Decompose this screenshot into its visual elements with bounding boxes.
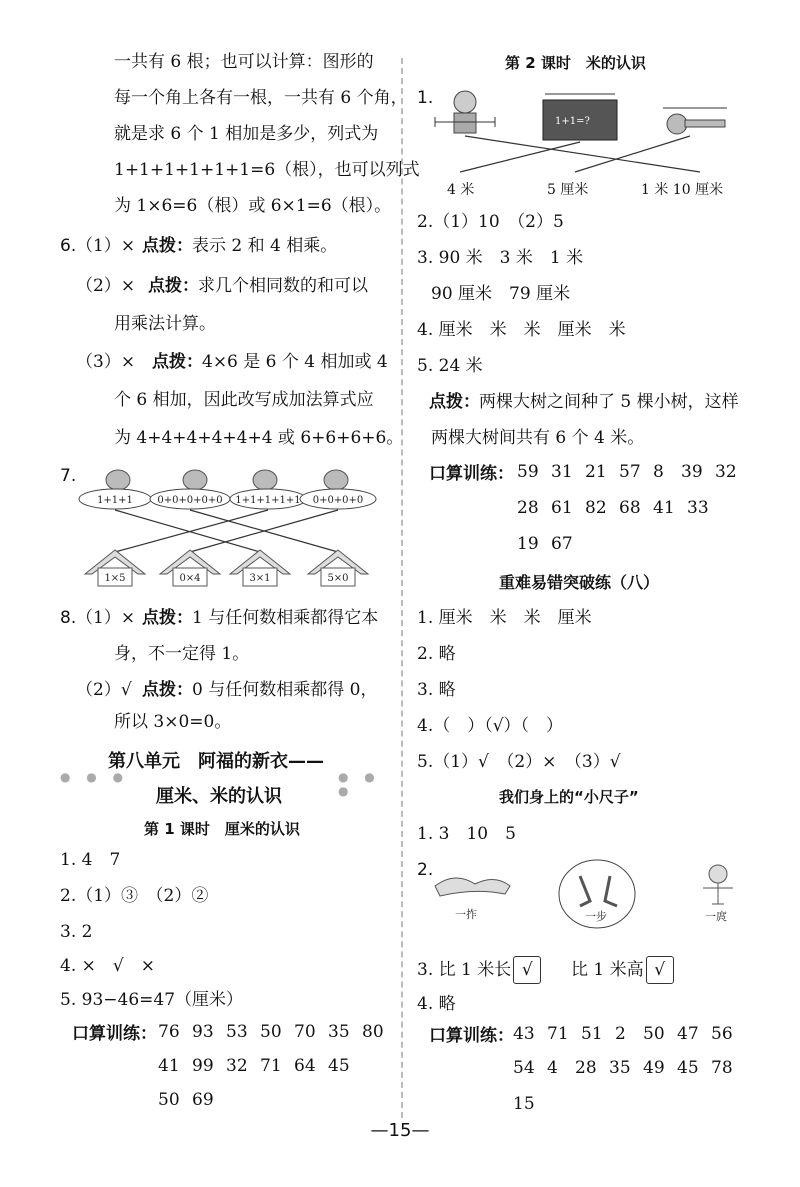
matching-diagram bbox=[70, 462, 390, 592]
answer-line: 1. 3 10 5 bbox=[417, 824, 516, 844]
oral-row bbox=[517, 498, 717, 518]
unit-subtitle: 厘米、米的认识 bbox=[156, 786, 282, 807]
answer-line: 5. 93−46=47（厘米） bbox=[60, 990, 244, 1010]
compare-text: 3. 比 1 米长 bbox=[417, 960, 512, 980]
top-label: 0+0+0+0 bbox=[312, 495, 364, 506]
oral-answer: 99 bbox=[192, 1056, 214, 1076]
decoration-dots: ● ● ● bbox=[60, 770, 130, 784]
oral-answer: 49 bbox=[643, 1058, 665, 1078]
page-number: —15— bbox=[370, 1120, 430, 1141]
oral-row bbox=[517, 462, 745, 482]
blackboard-icon bbox=[543, 94, 617, 140]
oral-answer: 32 bbox=[715, 462, 737, 482]
answer-line: 4.（ ）（√）（ ） bbox=[417, 716, 564, 736]
body-ruler-images bbox=[425, 856, 745, 936]
hand-span-icon bbox=[435, 878, 510, 921]
oral-answer: 50 bbox=[260, 1022, 282, 1042]
check-box: √ bbox=[513, 956, 541, 984]
oral-answer: 78 bbox=[711, 1058, 733, 1078]
oral-row bbox=[513, 1094, 547, 1114]
oral-row bbox=[513, 1058, 741, 1078]
tip-label: 点拨： bbox=[142, 680, 193, 700]
oral-row bbox=[158, 1022, 392, 1042]
oral-answer: 82 bbox=[585, 498, 607, 518]
bird-icon bbox=[106, 470, 130, 490]
column-divider bbox=[401, 58, 403, 1118]
question-number: 2. bbox=[417, 860, 434, 880]
answer-line: 90 厘米 79 厘米 bbox=[431, 284, 571, 304]
text-line: 一共有 6 根；也可以计算：图形的 bbox=[114, 52, 374, 72]
oral-answer: 71 bbox=[547, 1024, 569, 1044]
oral-answer: 53 bbox=[226, 1022, 248, 1042]
answer-line: 4. × √ × bbox=[60, 956, 155, 976]
question-number: 8. bbox=[60, 608, 77, 628]
boy-ruler-icon bbox=[435, 91, 495, 133]
oral-answer: 71 bbox=[260, 1056, 282, 1076]
oral-training-label: 口算训练： bbox=[429, 1026, 514, 1046]
matching-diagram-length bbox=[415, 84, 745, 204]
oral-answer: 69 bbox=[192, 1090, 214, 1110]
board-text: 1+1=? bbox=[555, 116, 590, 127]
oral-answer: 61 bbox=[551, 498, 573, 518]
oral-answer: 21 bbox=[585, 462, 607, 482]
decoration-dots: ● ● ● bbox=[338, 770, 381, 798]
oral-answer: 15 bbox=[513, 1094, 535, 1114]
tip-label: 点拨： bbox=[429, 392, 480, 412]
oral-answer: 39 bbox=[681, 462, 703, 482]
match-line bbox=[575, 136, 690, 172]
oral-answer: 64 bbox=[294, 1056, 316, 1076]
oral-answer: 45 bbox=[328, 1056, 350, 1076]
question-number: 1. bbox=[417, 88, 434, 108]
oral-answer: 47 bbox=[677, 1024, 699, 1044]
arm-span-girl-icon bbox=[703, 865, 733, 923]
oral-training-label: 口算训练： bbox=[429, 464, 514, 484]
top-label: 1+1+1+1+1 bbox=[235, 495, 301, 506]
question-number: 7. bbox=[60, 466, 77, 486]
tip-text: 1 与任何数相乘都得它本 bbox=[192, 608, 379, 628]
oral-answer: 76 bbox=[158, 1022, 180, 1042]
oral-answer: 35 bbox=[328, 1022, 350, 1042]
oral-answer: 50 bbox=[643, 1024, 665, 1044]
oral-answer: 70 bbox=[294, 1022, 316, 1042]
answer-line bbox=[417, 956, 541, 984]
bottom-label: 0×4 bbox=[179, 573, 201, 584]
oral-answer: 80 bbox=[362, 1022, 384, 1042]
tip-text: 用乘法计算。 bbox=[114, 314, 216, 334]
img-label: 一拃 bbox=[455, 908, 477, 921]
tip-label: 点拨： bbox=[148, 276, 199, 296]
step-icon bbox=[559, 860, 635, 928]
tip-text: 两棵大树之间种了 5 棵小树，这样 bbox=[479, 392, 739, 412]
text-line: 每一个角上各有一根，一共有 6 个角， bbox=[114, 88, 408, 108]
top-label: 0+0+0+0+0 bbox=[157, 495, 223, 506]
oral-answer: 28 bbox=[517, 498, 539, 518]
answer-line: 3. 2 bbox=[60, 922, 93, 942]
length-label: 1 米 10 厘米 bbox=[641, 182, 724, 198]
img-label: 一步 bbox=[585, 910, 607, 923]
tip-text: 4×6 是 6 个 4 相加或 4 bbox=[202, 352, 388, 372]
bottom-label: 5×0 bbox=[327, 573, 349, 584]
tip-text: 表示 2 和 4 相乘。 bbox=[192, 236, 338, 256]
oral-answer: 57 bbox=[619, 462, 641, 482]
oral-answer: 32 bbox=[226, 1056, 248, 1076]
check-box: √ bbox=[646, 956, 674, 984]
bird-icon bbox=[253, 470, 277, 490]
unit-title: 第八单元 阿福的新衣—— bbox=[108, 751, 324, 772]
compare-text: 比 1 米高 bbox=[571, 960, 644, 980]
answer-line: 2.（1）10 （2）5 bbox=[417, 212, 564, 232]
oral-answer: 59 bbox=[517, 462, 539, 482]
tip-text: 0 与任何数相乘都得 0， bbox=[192, 680, 378, 700]
answer-line: 2. 略 bbox=[417, 644, 456, 664]
oral-answer: 19 bbox=[517, 534, 539, 554]
tip-text: 求几个相同数的和可以 bbox=[198, 276, 368, 296]
tip-text: 所以 3×0=0。 bbox=[114, 712, 232, 732]
oral-answer: 67 bbox=[551, 534, 573, 554]
match-line bbox=[460, 142, 580, 172]
oral-training-label: 口算训练： bbox=[72, 1024, 157, 1044]
answer-line: 5.（1）√ （2）× （3）√ bbox=[417, 752, 621, 772]
lesson-title: 第 2 课时 米的认识 bbox=[505, 54, 646, 72]
oral-answer: 50 bbox=[158, 1090, 180, 1110]
text-line: 为 1×6=6（根）或 6×1=6（根）。 bbox=[114, 196, 392, 216]
text-line: 1+1+1+1+1+1=6（根），也可以列式 bbox=[114, 160, 420, 180]
answer-line: 5. 24 米 bbox=[417, 356, 483, 376]
length-label: 5 厘米 bbox=[547, 182, 589, 198]
oral-answer: 41 bbox=[653, 498, 675, 518]
oral-answer: 43 bbox=[513, 1024, 535, 1044]
oral-answer: 8 bbox=[653, 462, 664, 482]
answer-line: 3. 90 米 3 米 1 米 bbox=[417, 248, 584, 268]
bottom-label: 1×5 bbox=[104, 573, 126, 584]
oral-answer: 93 bbox=[192, 1022, 214, 1042]
answer-line: 1. 4 7 bbox=[60, 850, 121, 870]
oral-row bbox=[158, 1090, 226, 1110]
tip-text: 个 6 相加，因此改写成加法算式应 bbox=[114, 390, 374, 410]
length-label: 4 米 bbox=[447, 182, 475, 198]
answer-line bbox=[571, 956, 674, 984]
oral-answer: 45 bbox=[677, 1058, 699, 1078]
img-label: 一庹 bbox=[705, 910, 727, 923]
tip-text: 两棵大树间共有 6 个 4 米。 bbox=[431, 428, 645, 448]
tip-label: 点拨： bbox=[152, 352, 203, 372]
oral-answer: 68 bbox=[619, 498, 641, 518]
oral-answer: 54 bbox=[513, 1058, 535, 1078]
oral-answer: 51 bbox=[581, 1024, 603, 1044]
top-label: 1+1+1 bbox=[97, 495, 133, 506]
answer-mark: （3）× bbox=[76, 352, 136, 372]
oral-answer: 4 bbox=[547, 1058, 558, 1078]
answer-line: 1. 厘米 米 米 厘米 bbox=[417, 608, 592, 628]
answer-line: 2.（1）③ （2）② bbox=[60, 886, 209, 906]
oral-row bbox=[517, 534, 585, 554]
answer-line: 4. 略 bbox=[417, 994, 456, 1014]
answer-mark: （2）√ bbox=[76, 680, 132, 700]
answer-line: 3. 略 bbox=[417, 680, 456, 700]
tip-text: 身，不一定得 1。 bbox=[114, 644, 250, 664]
oral-answer: 28 bbox=[575, 1058, 597, 1078]
oral-answer: 41 bbox=[158, 1056, 180, 1076]
oral-answer: 33 bbox=[687, 498, 709, 518]
answer-line: 4. 厘米 米 米 厘米 米 bbox=[417, 320, 626, 340]
key-icon bbox=[663, 108, 727, 134]
bird-icon bbox=[183, 470, 207, 490]
answer-mark: （2）× bbox=[76, 276, 136, 296]
answer-mark: （1）× bbox=[76, 608, 136, 628]
bottom-label: 3×1 bbox=[249, 573, 271, 584]
section-title: 重难易错突破练（八） bbox=[499, 573, 660, 592]
bird-icon bbox=[324, 470, 348, 490]
answer-mark: （1）× bbox=[76, 236, 136, 256]
text-line: 就是求 6 个 1 相加是多少，列式为 bbox=[114, 124, 379, 144]
oral-row bbox=[158, 1056, 362, 1076]
question-number: 6. bbox=[60, 236, 77, 256]
oral-answer: 56 bbox=[711, 1024, 733, 1044]
tip-label: 点拨： bbox=[142, 236, 193, 256]
lesson-title: 第 1 课时 厘米的认识 bbox=[144, 820, 300, 838]
section-title: 我们身上的“小尺子” bbox=[499, 788, 639, 806]
oral-answer: 2 bbox=[615, 1024, 626, 1044]
tip-label: 点拨： bbox=[142, 608, 193, 628]
oral-answer: 35 bbox=[609, 1058, 631, 1078]
oral-answer: 31 bbox=[551, 462, 573, 482]
oral-row bbox=[513, 1024, 741, 1044]
match-line bbox=[465, 136, 700, 172]
tip-text: 为 4+4+4+4+4+4 或 6+6+6+6。 bbox=[114, 428, 404, 448]
